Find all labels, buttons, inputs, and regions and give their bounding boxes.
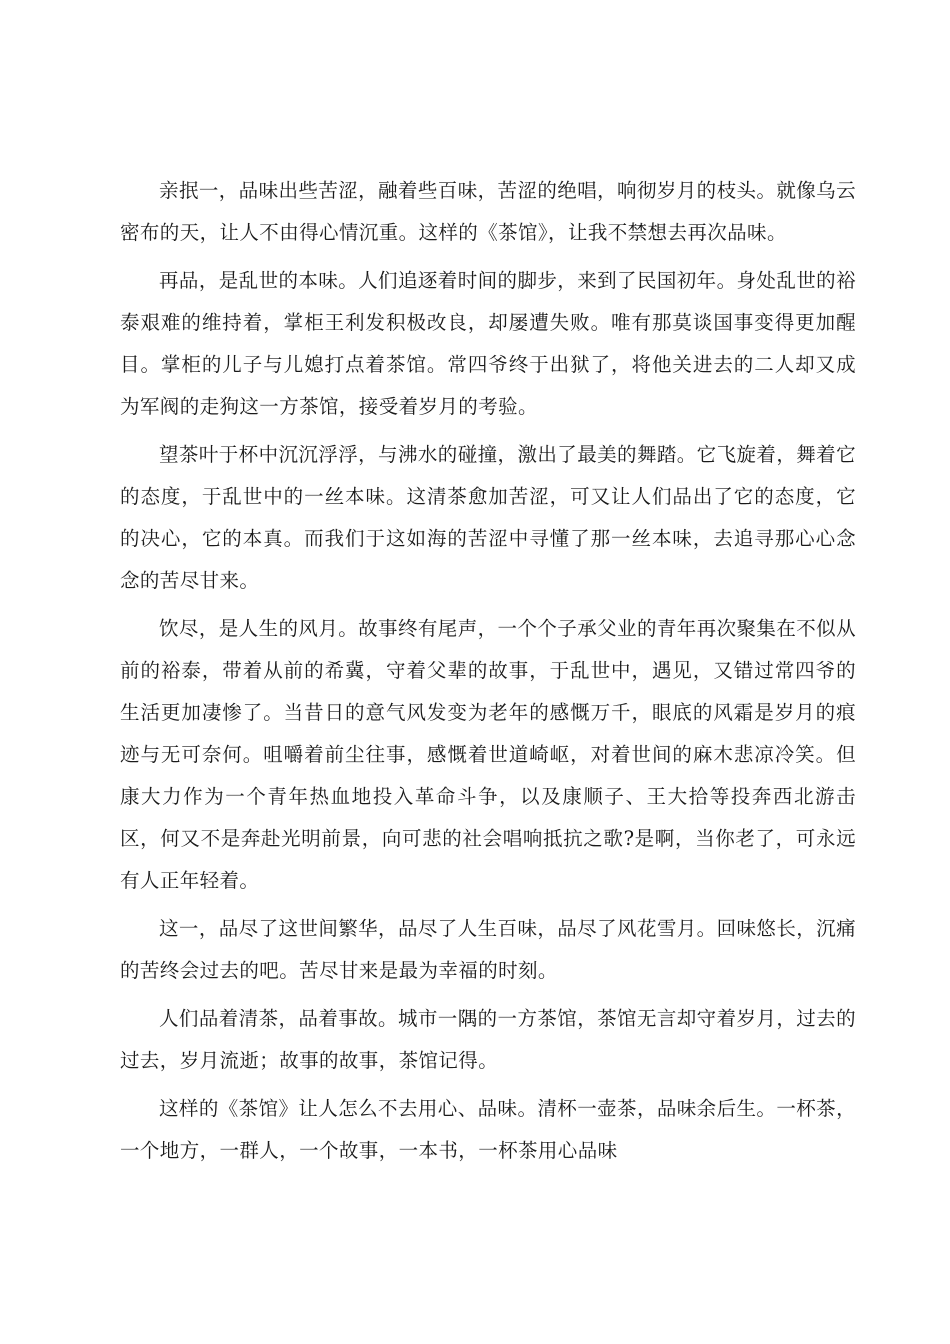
paragraph-5: 这一，品尽了这世间繁华，品尽了人生百味，品尽了风花雪月。回味悠长，沉痛的苦终会过去的吧。苦尽甘来是最为幸福的时刻。 (120, 917, 856, 982)
document-body (120, 170, 856, 1178)
paragraph-6: 人们品着清茶，品着事故。城市一隅的一方茶馆，茶馆无言却守着岁月，过去的过去，岁月流逝；故事的故事，茶馆记得。 (120, 1007, 856, 1072)
paragraph-4: 饮尽，是人生的风月。故事终有尾声，一个个子承父业的青年再次聚集在不似从前的裕泰，带着从前的希冀，守着父辈的故事，于乱世中，遇见，又错过常四爷的生活更加凄惨了。当昔日的意气风发变为老年的感慨万千，眼底的风霜是岁月的痕迹与无可奈何。咀嚼着前尘往事，感慨着世道崎岖，对着世间的麻木悲凉冷笑。但康大力作为一个青年热血地投入革命斗争，以及康顺子、王大拾等投奔西北游击区，何又不是奔赴光明前景，向可悲的社会唱响抵抗之歌?是啊，当你老了，可永远有人正年轻着。 (120, 617, 856, 892)
paragraph-3: 望茶叶于杯中沉沉浮浮，与沸水的碰撞，激出了最美的舞踏。它飞旋着，舞着它的态度，于乱世中的一丝本味。这清茶愈加苦涩，可又让人们品出了它的态度，它的决心，它的本真。而我们于这如海的苦涩中寻懂了那一丝本味，去追寻那心心念念的苦尽甘来。 (120, 443, 856, 592)
paragraph-7: 这样的《茶馆》让人怎么不去用心、品味。清杯一壶茶，品味余后生。一杯茶，一个地方，一群人，一个故事，一本书，一杯茶用心品味 (120, 1097, 856, 1162)
paragraph-2: 再品，是乱世的本味。人们追逐着时间的脚步，来到了民国初年。身处乱世的裕泰艰难的维持着，掌柜王利发积极改良，却屡遭失败。唯有那莫谈国事变得更加醒目。掌柜的儿子与儿媳打点着茶馆。常四爷终于出狱了，将他关进去的二人却又成为军阀的走狗这一方茶馆，接受着岁月的考验。 (120, 269, 856, 418)
paragraph-1: 亲抿一，品味出些苦涩，融着些百味，苦涩的绝唱，响彻岁月的枝头。就像乌云密布的天，让人不由得心情沉重。这样的《茶馆》，让我不禁想去再次品味。 (120, 179, 856, 244)
